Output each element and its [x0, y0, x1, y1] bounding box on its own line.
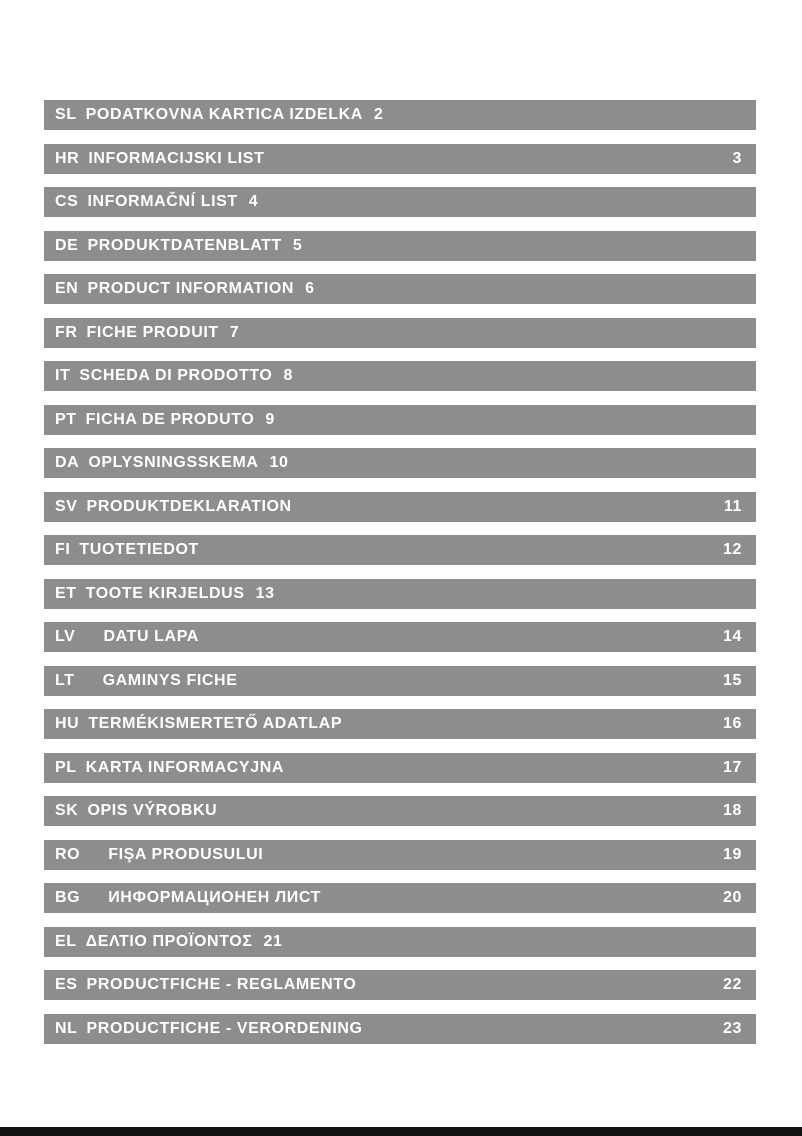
toc-row: [44, 622, 756, 652]
toc-language-code: EL: [55, 932, 77, 950]
toc-page-number: 7: [229, 323, 240, 341]
toc-title: PODATKOVNA KARTICA IZDELKA: [85, 106, 363, 123]
toc-page-number: 4: [248, 193, 259, 210]
toc-title: FICHA DE PRODUTO: [85, 410, 255, 428]
toc-row: [44, 187, 756, 217]
toc-title: ΔΕΛΤΙΟ ΠΡΟΪΟΝΤΟΣ: [85, 932, 253, 950]
toc-language-code: HR: [55, 149, 80, 167]
toc-row: [44, 448, 756, 478]
toc-page-number: 17: [723, 758, 742, 776]
toc-page-number: 14: [723, 628, 742, 645]
toc-title: DATU LAPA: [103, 628, 199, 645]
toc-row: [44, 492, 756, 522]
toc-language-code: PL: [55, 758, 77, 776]
toc-page-number: 16: [723, 715, 742, 732]
toc-language-code: FI: [55, 541, 71, 558]
toc-language-code: LV: [55, 628, 76, 645]
toc-page-number: 5: [292, 236, 303, 254]
toc-title: ИНФОРМАЦИОНЕН ЛИСТ: [108, 889, 322, 906]
toc-page-number: 9: [265, 410, 275, 428]
toc-language-code: SV: [55, 497, 78, 515]
toc-row: [44, 753, 756, 783]
toc-row: [44, 535, 756, 565]
toc-row: [44, 405, 756, 435]
toc-language-code: FR: [55, 323, 78, 341]
toc-title: PRODUKTDEKLARATION: [86, 497, 292, 515]
toc-language-code: EN: [55, 280, 79, 297]
toc-title: OPIS VÝROBKU: [87, 802, 218, 819]
toc-language-code: CS: [55, 193, 79, 210]
toc-title: TUOTETIEDOT: [79, 541, 199, 558]
toc-language-code: BG: [55, 889, 81, 906]
toc-page-number: 22: [723, 976, 742, 993]
toc-title: PRODUCTFICHE - VERORDENING: [86, 1019, 363, 1037]
toc-row: [44, 709, 756, 739]
toc-page-number: 12: [723, 541, 742, 558]
toc-language-code: PT: [55, 410, 77, 428]
toc-page-number: 19: [723, 845, 742, 863]
toc-title: PRODUKTDATENBLATT: [87, 236, 282, 254]
toc-row: [44, 970, 756, 1000]
toc-language-code: IT: [55, 367, 71, 384]
toc-title: OPLYSNINGSSKEMA: [88, 454, 259, 471]
toc-page-number: 20: [723, 889, 742, 906]
toc-page-number: 3: [732, 149, 742, 167]
footer-bar: [0, 1127, 802, 1136]
toc-title: TOOTE KIRJELDUS: [85, 584, 245, 602]
toc-row: [44, 361, 756, 391]
toc-title: INFORMACIJSKI LIST: [88, 149, 265, 167]
toc-title: TERMÉKISMERTETŐ ADATLAP: [88, 715, 343, 732]
toc-row: [44, 231, 756, 261]
toc-title: KARTA INFORMACYJNA: [85, 758, 285, 776]
toc-row: [44, 927, 756, 957]
toc-language-code: LT: [55, 671, 75, 689]
toc-language-code: SK: [55, 802, 79, 819]
toc-row: [44, 883, 756, 913]
toc-title: SCHEDA DI PRODOTTO: [79, 367, 273, 384]
toc-title: FICHE PRODUIT: [86, 323, 219, 341]
toc-row: [44, 840, 756, 870]
toc-page-number: 15: [723, 671, 742, 689]
toc-language-code: DE: [55, 236, 79, 254]
toc-row: [44, 579, 756, 609]
toc-page-number: 23: [723, 1019, 742, 1037]
toc-language-code: HU: [55, 715, 80, 732]
toc-page-number: 13: [255, 584, 275, 602]
toc-title: GAMINYS FICHE: [102, 671, 238, 689]
toc-row: [44, 666, 756, 696]
toc-page-number: 8: [283, 367, 293, 384]
toc-page-number: 21: [263, 932, 283, 950]
toc-title: PRODUCTFICHE - REGLAMENTO: [86, 976, 357, 993]
toc-page-number: 6: [305, 280, 315, 297]
toc-language-code: ES: [55, 976, 78, 993]
toc-title: PRODUCT INFORMATION: [87, 280, 295, 297]
toc-title: FIŞA PRODUSULUI: [108, 845, 264, 863]
toc-row: [44, 144, 756, 174]
toc-row: [44, 274, 756, 304]
toc-language-code: RO: [55, 845, 81, 863]
toc-row: [44, 796, 756, 826]
toc-page-number: 18: [723, 802, 742, 819]
toc-language-code: NL: [55, 1019, 78, 1037]
toc-title: INFORMAČNÍ LIST: [87, 193, 238, 210]
toc-page-number: 2: [373, 106, 384, 123]
toc-page-number: 10: [269, 454, 289, 471]
toc-page-number: 11: [723, 497, 742, 515]
toc-row: [44, 100, 756, 130]
table-of-contents: [44, 100, 756, 1044]
toc-row: [44, 1014, 756, 1044]
toc-language-code: SL: [55, 106, 77, 123]
toc-language-code: DA: [55, 454, 80, 471]
toc-row: [44, 318, 756, 348]
toc-language-code: ET: [55, 584, 77, 602]
